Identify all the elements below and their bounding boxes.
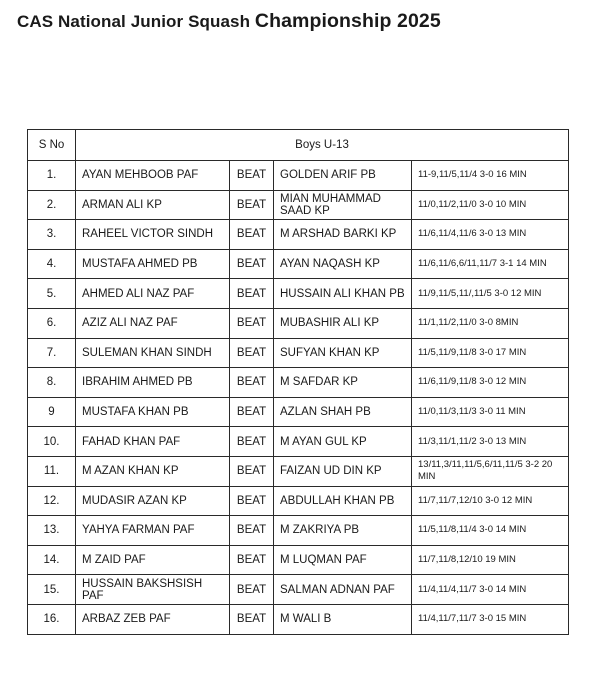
table-row: [28, 279, 569, 309]
cell-sno: 5.: [28, 279, 76, 309]
cell-winner: IBRAHIM AHMED PB: [76, 368, 230, 398]
cell-loser: M LUQMAN PAF: [274, 545, 412, 575]
cell-loser: FAIZAN UD DIN KP: [274, 456, 412, 486]
table-row: [28, 190, 569, 220]
cell-loser: M WALI B: [274, 604, 412, 634]
cell-winner: M AZAN KHAN KP: [76, 456, 230, 486]
cell-loser: M SAFDAR KP: [274, 368, 412, 398]
header-sno: S No: [28, 130, 76, 161]
cell-sno: 4.: [28, 249, 76, 279]
cell-sno: 11.: [28, 456, 76, 486]
cell-result: BEAT: [230, 545, 274, 575]
cell-winner: MUSTAFA AHMED PB: [76, 249, 230, 279]
cell-score: 11/5,11/8,11/4 3-0 14 MIN: [412, 516, 569, 546]
cell-winner: MUDASIR AZAN KP: [76, 486, 230, 516]
cell-result: BEAT: [230, 338, 274, 368]
cell-winner: HUSSAIN BAKSHSISH PAF: [76, 575, 230, 605]
cell-sno: 1.: [28, 161, 76, 191]
cell-sno: 3.: [28, 220, 76, 250]
title-suffix: Championship 2025: [254, 10, 441, 32]
cell-score: 11/5,11/9,11/8 3-0 17 MIN: [412, 338, 569, 368]
header-category: Boys U-13: [76, 130, 569, 161]
cell-result: BEAT: [230, 516, 274, 546]
cell-winner: AYAN MEHBOOB PAF: [76, 161, 230, 191]
cell-winner: AHMED ALI NAZ PAF: [76, 279, 230, 309]
cell-sno: 13.: [28, 516, 76, 546]
cell-score: 11/4,11/4,11/7 3-0 14 MIN: [412, 575, 569, 605]
cell-loser: M ZAKRIYA PB: [274, 516, 412, 546]
cell-winner: ARBAZ ZEB PAF: [76, 604, 230, 634]
cell-winner: ARMAN ALI KP: [76, 190, 230, 220]
cell-score: 11/9,11/5,11/,11/5 3-0 12 MIN: [412, 279, 569, 309]
table-row: [28, 368, 569, 398]
cell-loser: AYAN NAQASH KP: [274, 249, 412, 279]
cell-loser: GOLDEN ARIF PB: [274, 161, 412, 191]
cell-loser: MIAN MUHAMMAD SAAD KP: [274, 190, 412, 220]
table-row: [28, 220, 569, 250]
cell-loser: SUFYAN KHAN KP: [274, 338, 412, 368]
cell-sno: 15.: [28, 575, 76, 605]
cell-winner: MUSTAFA KHAN PB: [76, 397, 230, 427]
table-row: [28, 604, 569, 634]
cell-score: 11/1,11/2,11/0 3-0 8MIN: [412, 308, 569, 338]
cell-winner: FAHAD KHAN PAF: [76, 427, 230, 457]
table-row: [28, 545, 569, 575]
table-row: [28, 161, 569, 191]
cell-result: BEAT: [230, 604, 274, 634]
cell-result: BEAT: [230, 368, 274, 398]
table-row: [28, 486, 569, 516]
cell-sno: 10.: [28, 427, 76, 457]
cell-result: BEAT: [230, 456, 274, 486]
cell-loser: MUBASHIR ALI KP: [274, 308, 412, 338]
cell-result: BEAT: [230, 249, 274, 279]
cell-sno: 7.: [28, 338, 76, 368]
results-body: [28, 161, 569, 635]
cell-score: 11/3,11/1,11/2 3-0 13 MIN: [412, 427, 569, 457]
cell-loser: SALMAN ADNAN PAF: [274, 575, 412, 605]
cell-sno: 12.: [28, 486, 76, 516]
table-row: [28, 456, 569, 486]
cell-winner: RAHEEL VICTOR SINDH: [76, 220, 230, 250]
cell-sno: 14.: [28, 545, 76, 575]
table-row: [28, 575, 569, 605]
cell-sno: 8.: [28, 368, 76, 398]
cell-loser: HUSSAIN ALI KHAN PB: [274, 279, 412, 309]
cell-winner: YAHYA FARMAN PAF: [76, 516, 230, 546]
table-row: [28, 338, 569, 368]
table-row: [28, 427, 569, 457]
cell-result: BEAT: [230, 575, 274, 605]
cell-score: 11/0,11/3,11/3 3-0 11 MIN: [412, 397, 569, 427]
title-prefix: CAS National Junior Squash: [17, 12, 251, 31]
cell-score: 11/7,11/7,12/10 3-0 12 MIN: [412, 486, 569, 516]
cell-score: 11/6,11/4,11/6 3-0 13 MIN: [412, 220, 569, 250]
cell-loser: ABDULLAH KHAN PB: [274, 486, 412, 516]
cell-result: BEAT: [230, 190, 274, 220]
table-header-row: [28, 130, 569, 161]
cell-score: 13/11,3/11,11/5,6/11,11/5 3-2 20 MIN: [412, 456, 569, 486]
cell-score: 11/4,11/7,11/7 3-0 15 MIN: [412, 604, 569, 634]
cell-loser: AZLAN SHAH PB: [274, 397, 412, 427]
cell-result: BEAT: [230, 279, 274, 309]
cell-sno: 6.: [28, 308, 76, 338]
cell-loser: M AYAN GUL KP: [274, 427, 412, 457]
cell-result: BEAT: [230, 161, 274, 191]
document-title: [17, 10, 441, 33]
cell-loser: M ARSHAD BARKI KP: [274, 220, 412, 250]
cell-result: BEAT: [230, 220, 274, 250]
cell-score: 11/6,11/9,11/8 3-0 12 MIN: [412, 368, 569, 398]
cell-result: BEAT: [230, 427, 274, 457]
cell-sno: 2.: [28, 190, 76, 220]
cell-winner: SULEMAN KHAN SINDH: [76, 338, 230, 368]
results-table: [27, 129, 569, 635]
cell-result: BEAT: [230, 486, 274, 516]
table-row: [28, 308, 569, 338]
cell-winner: AZIZ ALI NAZ PAF: [76, 308, 230, 338]
cell-winner: M ZAID PAF: [76, 545, 230, 575]
cell-sno: 16.: [28, 604, 76, 634]
table-row: [28, 516, 569, 546]
cell-sno: 9: [28, 397, 76, 427]
cell-result: BEAT: [230, 397, 274, 427]
cell-score: 11/7,11/8,12/10 19 MIN: [412, 545, 569, 575]
table-row: [28, 249, 569, 279]
cell-score: 11/0,11/2,11/0 3-0 10 MIN: [412, 190, 569, 220]
table-row: [28, 397, 569, 427]
cell-result: BEAT: [230, 308, 274, 338]
cell-score: 11-9,11/5,11/4 3-0 16 MIN: [412, 161, 569, 191]
cell-score: 11/6,11/6,6/11,11/7 3-1 14 MIN: [412, 249, 569, 279]
